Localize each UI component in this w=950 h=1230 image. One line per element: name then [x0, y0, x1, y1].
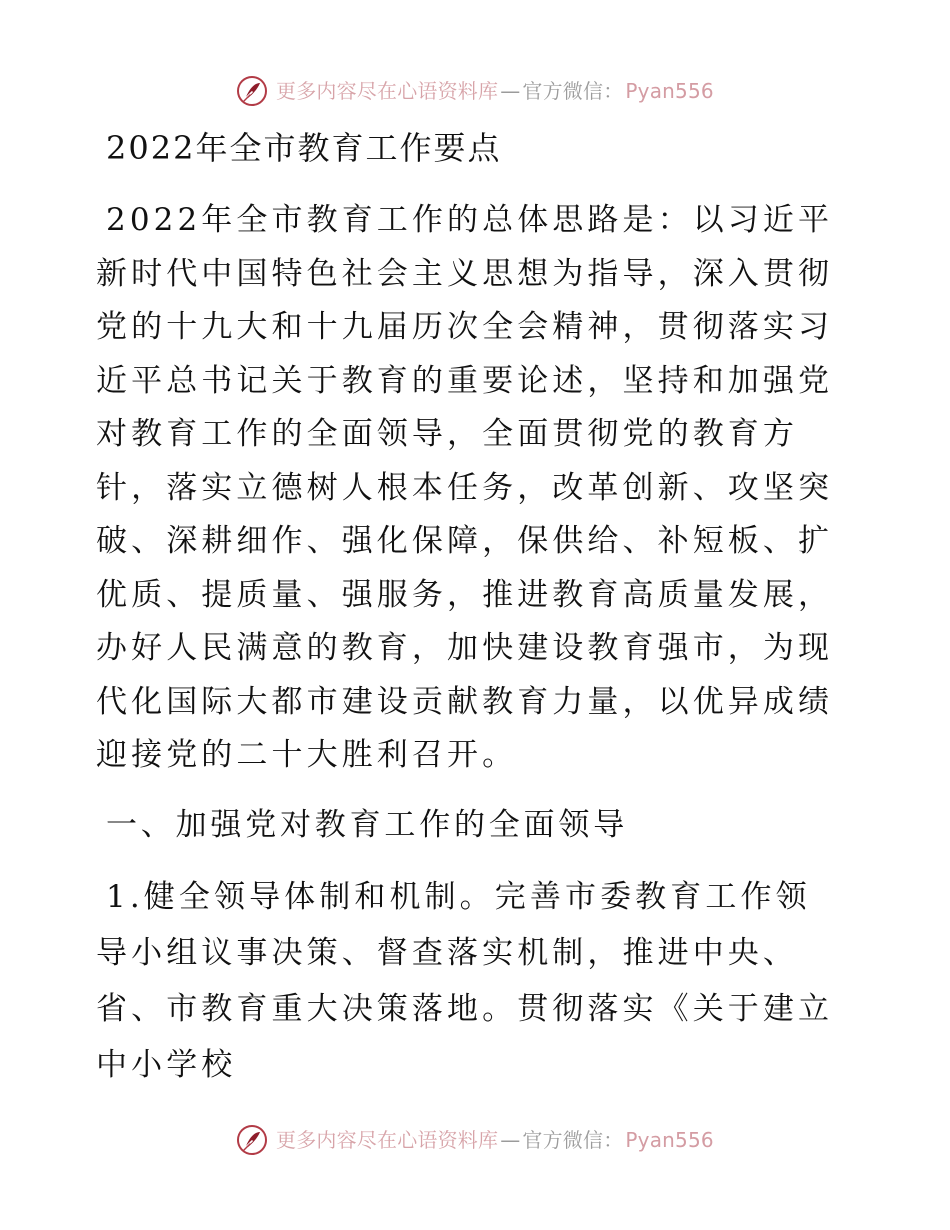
watermark-footer [236, 1123, 714, 1157]
watermark-header [236, 74, 714, 108]
section-item-1: 1.健全领导体制和机制。完善市委教育工作领导小组议事决策、督查落实机制，推进中央、省、市教育重大决策落地。贯彻落实《关于建立中小学校 [96, 878, 834, 1083]
watermark-site: 更多内容尽在心语资料库 [276, 79, 499, 103]
watermark-site: 更多内容尽在心语资料库 [276, 1128, 499, 1152]
document-title: 2022年全市教育工作要点 [106, 129, 502, 167]
overview-paragraph: 2022年全市教育工作的总体思路是：以习近平新时代中国特色社会主义思想为指导，深入贯彻党的十九大和十九届历次全会精神，贯彻落实习近平总书记关于教育的重要论述，坚持和加强党对教育工作的全面领导，全面贯彻党的教育方针，落实立德树人根本任务，改革创新、攻坚突破、深耕细作、强化保障，保供给、补短板、扩优质、提质量、强服务，推进教育高质量发展，办好人民满意的教育，加快建设教育强市，为现代化国际大都市建设贡献教育力量，以优异成绩迎接党的二十大胜利召开。 [96, 202, 834, 773]
watermark-id: Pyan556 [625, 1128, 714, 1152]
quill-logo-icon [236, 1124, 268, 1156]
watermark-id: Pyan556 [625, 79, 714, 103]
watermark-dash: — [500, 1128, 521, 1152]
document-content [96, 124, 856, 1093]
watermark-label: 官方微信： [522, 79, 624, 103]
watermark-text [276, 1130, 714, 1150]
section-heading: 一、加强党对教育工作的全面领导 [106, 806, 628, 843]
watermark-label: 官方微信： [522, 1128, 624, 1152]
watermark-dash: — [500, 79, 521, 103]
watermark-text [276, 81, 714, 101]
quill-logo-icon [236, 75, 268, 107]
